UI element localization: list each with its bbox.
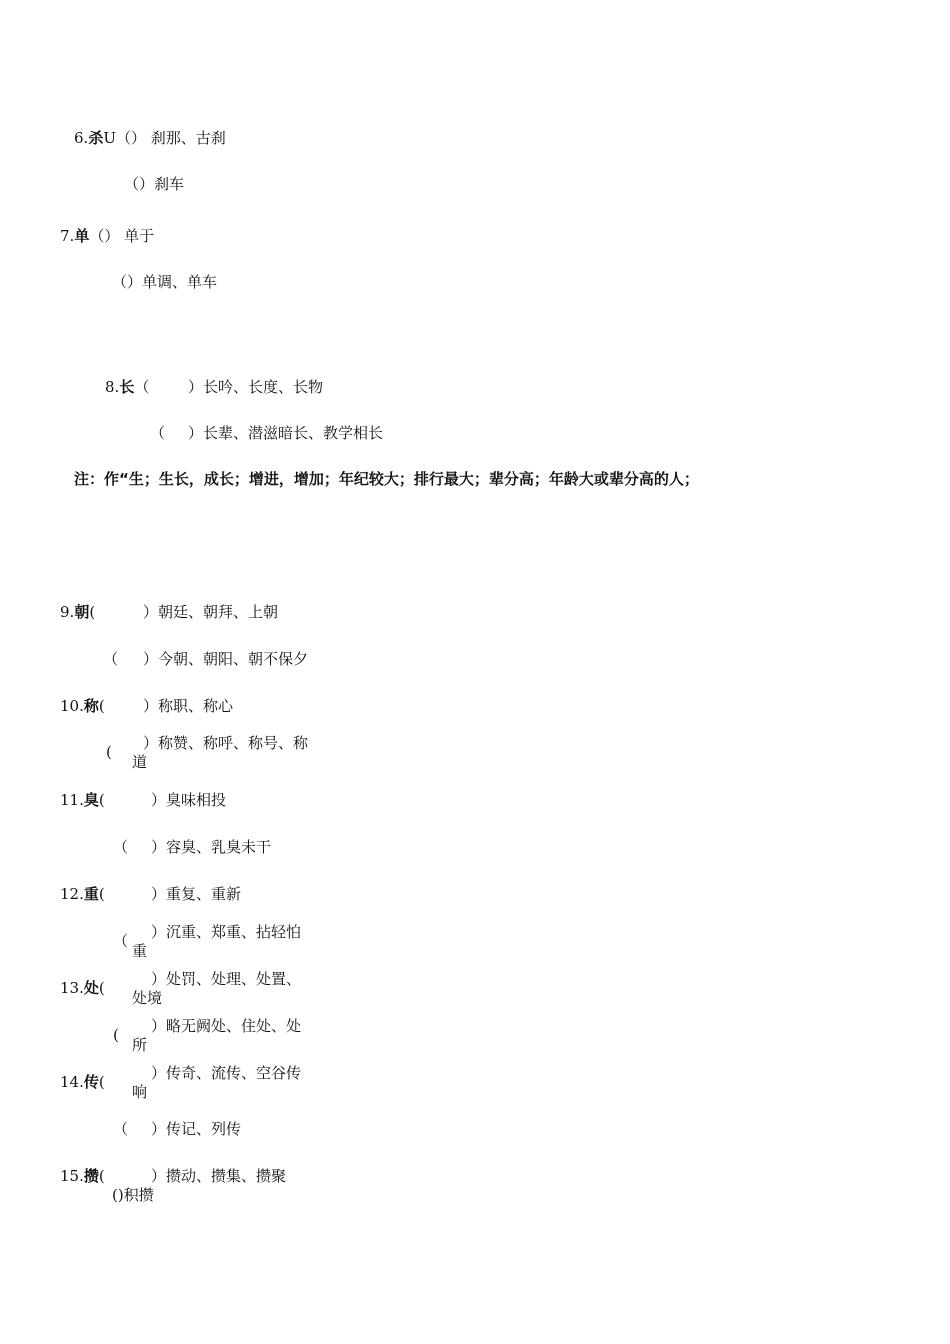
item-10-number: 10.	[60, 697, 84, 715]
item-6-mid: U（）	[103, 129, 146, 147]
item-11-line1	[60, 791, 105, 809]
item-9-paren2: （	[103, 650, 119, 668]
item-8-char: 长	[119, 378, 135, 396]
item-8-number: 8.	[105, 378, 120, 396]
item-8-paren2: （	[150, 424, 166, 442]
item-10-paren1: (	[98, 697, 105, 715]
item-8-note: 注：作“生；生长，成长；增进，增加；年纪较大；排行最大；辈分高；年龄大或辈分高的人；	[74, 470, 699, 488]
item-14-line1	[60, 1073, 105, 1091]
item-13-usage1: ）处罚、处理、处置、	[151, 970, 302, 988]
item-10-usage2: ）称赞、称呼、称号、称	[143, 734, 309, 752]
item-13-line1	[60, 979, 105, 997]
item-12-usage2-wrap: 重	[132, 942, 148, 960]
item-6-number: 6.	[74, 129, 89, 147]
item-15-number: 15.	[60, 1167, 84, 1185]
item-10-paren2: (	[106, 743, 112, 761]
item-7-usage2: （）单调、单车	[112, 273, 218, 291]
item-7-number: 7.	[60, 227, 75, 245]
item-6-char: 杀	[88, 129, 104, 147]
item-12-paren2: （	[113, 932, 129, 950]
item-15-char: 攒	[83, 1167, 99, 1185]
item-7-usage1: 单于	[124, 227, 155, 245]
item-9-paren1: (	[89, 603, 96, 621]
item-10-usage1: ）称职、称心	[143, 697, 234, 715]
item-13-paren1: (	[98, 979, 105, 997]
item-11-paren2: （	[113, 838, 129, 856]
item-13-usage2-wrap: 所	[132, 1036, 148, 1054]
item-9-usage2: ）今朝、朝阳、朝不保夕	[143, 650, 309, 668]
item-14-usage1-wrap: 响	[132, 1083, 148, 1101]
item-9-usage1: ）朝廷、朝拜、上朝	[143, 603, 279, 621]
item-8-line1	[105, 378, 149, 396]
item-10-usage2-wrap: 道	[132, 753, 148, 771]
item-12-char: 重	[83, 885, 99, 903]
item-15-paren1: (	[98, 1167, 105, 1185]
item-11-usage2: ）容臭、乳臭未干	[151, 838, 272, 856]
item-7-mid: （）	[89, 227, 120, 245]
item-7-line1	[60, 227, 154, 245]
item-8-usage1: ）长吟、长度、长物	[188, 378, 324, 396]
item-6-usage1: 刹那、古刹	[150, 129, 226, 147]
item-14-number: 14.	[60, 1073, 84, 1091]
item-13-paren2: (	[113, 1026, 119, 1044]
item-11-usage1: ）臭味相投	[151, 791, 227, 809]
item-8-usage2: ）长辈、潜滋暗长、教学相长	[188, 424, 384, 442]
item-10-line1	[60, 697, 105, 715]
item-7-char: 单	[74, 227, 90, 245]
item-6-line1	[74, 129, 226, 147]
item-12-usage1: ）重复、重新	[151, 885, 242, 903]
item-14-usage1: ）传奇、流传、空谷传	[151, 1064, 302, 1082]
item-15-usage1: ）攒动、攒集、攒聚	[151, 1167, 287, 1185]
item-9-char: 朝	[74, 603, 90, 621]
item-6-usage2: （）刹车	[124, 175, 185, 193]
item-10-char: 称	[83, 697, 99, 715]
item-13-usage1-wrap: 处境	[132, 989, 163, 1007]
item-15-line1	[60, 1167, 105, 1185]
item-8-paren1: （	[134, 378, 150, 396]
item-14-paren1: (	[98, 1073, 105, 1091]
item-13-number: 13.	[60, 979, 84, 997]
item-13-char: 处	[83, 979, 99, 997]
item-12-usage2: ）沉重、郑重、拈轻怕	[151, 923, 302, 941]
item-13-usage2: ）略无阙处、住处、处	[151, 1017, 302, 1035]
item-14-usage2: ）传记、列传	[151, 1120, 242, 1138]
item-15-usage2: ()积攒	[112, 1186, 154, 1204]
item-11-paren1: (	[98, 791, 105, 809]
item-11-char: 臭	[83, 791, 99, 809]
item-12-line1	[60, 885, 105, 903]
item-9-number: 9.	[60, 603, 75, 621]
item-12-paren1: (	[98, 885, 105, 903]
item-14-char: 传	[83, 1073, 99, 1091]
item-12-number: 12.	[60, 885, 84, 903]
item-14-paren2: （	[113, 1120, 129, 1138]
item-9-line1	[60, 603, 95, 621]
item-11-number: 11.	[60, 791, 84, 809]
